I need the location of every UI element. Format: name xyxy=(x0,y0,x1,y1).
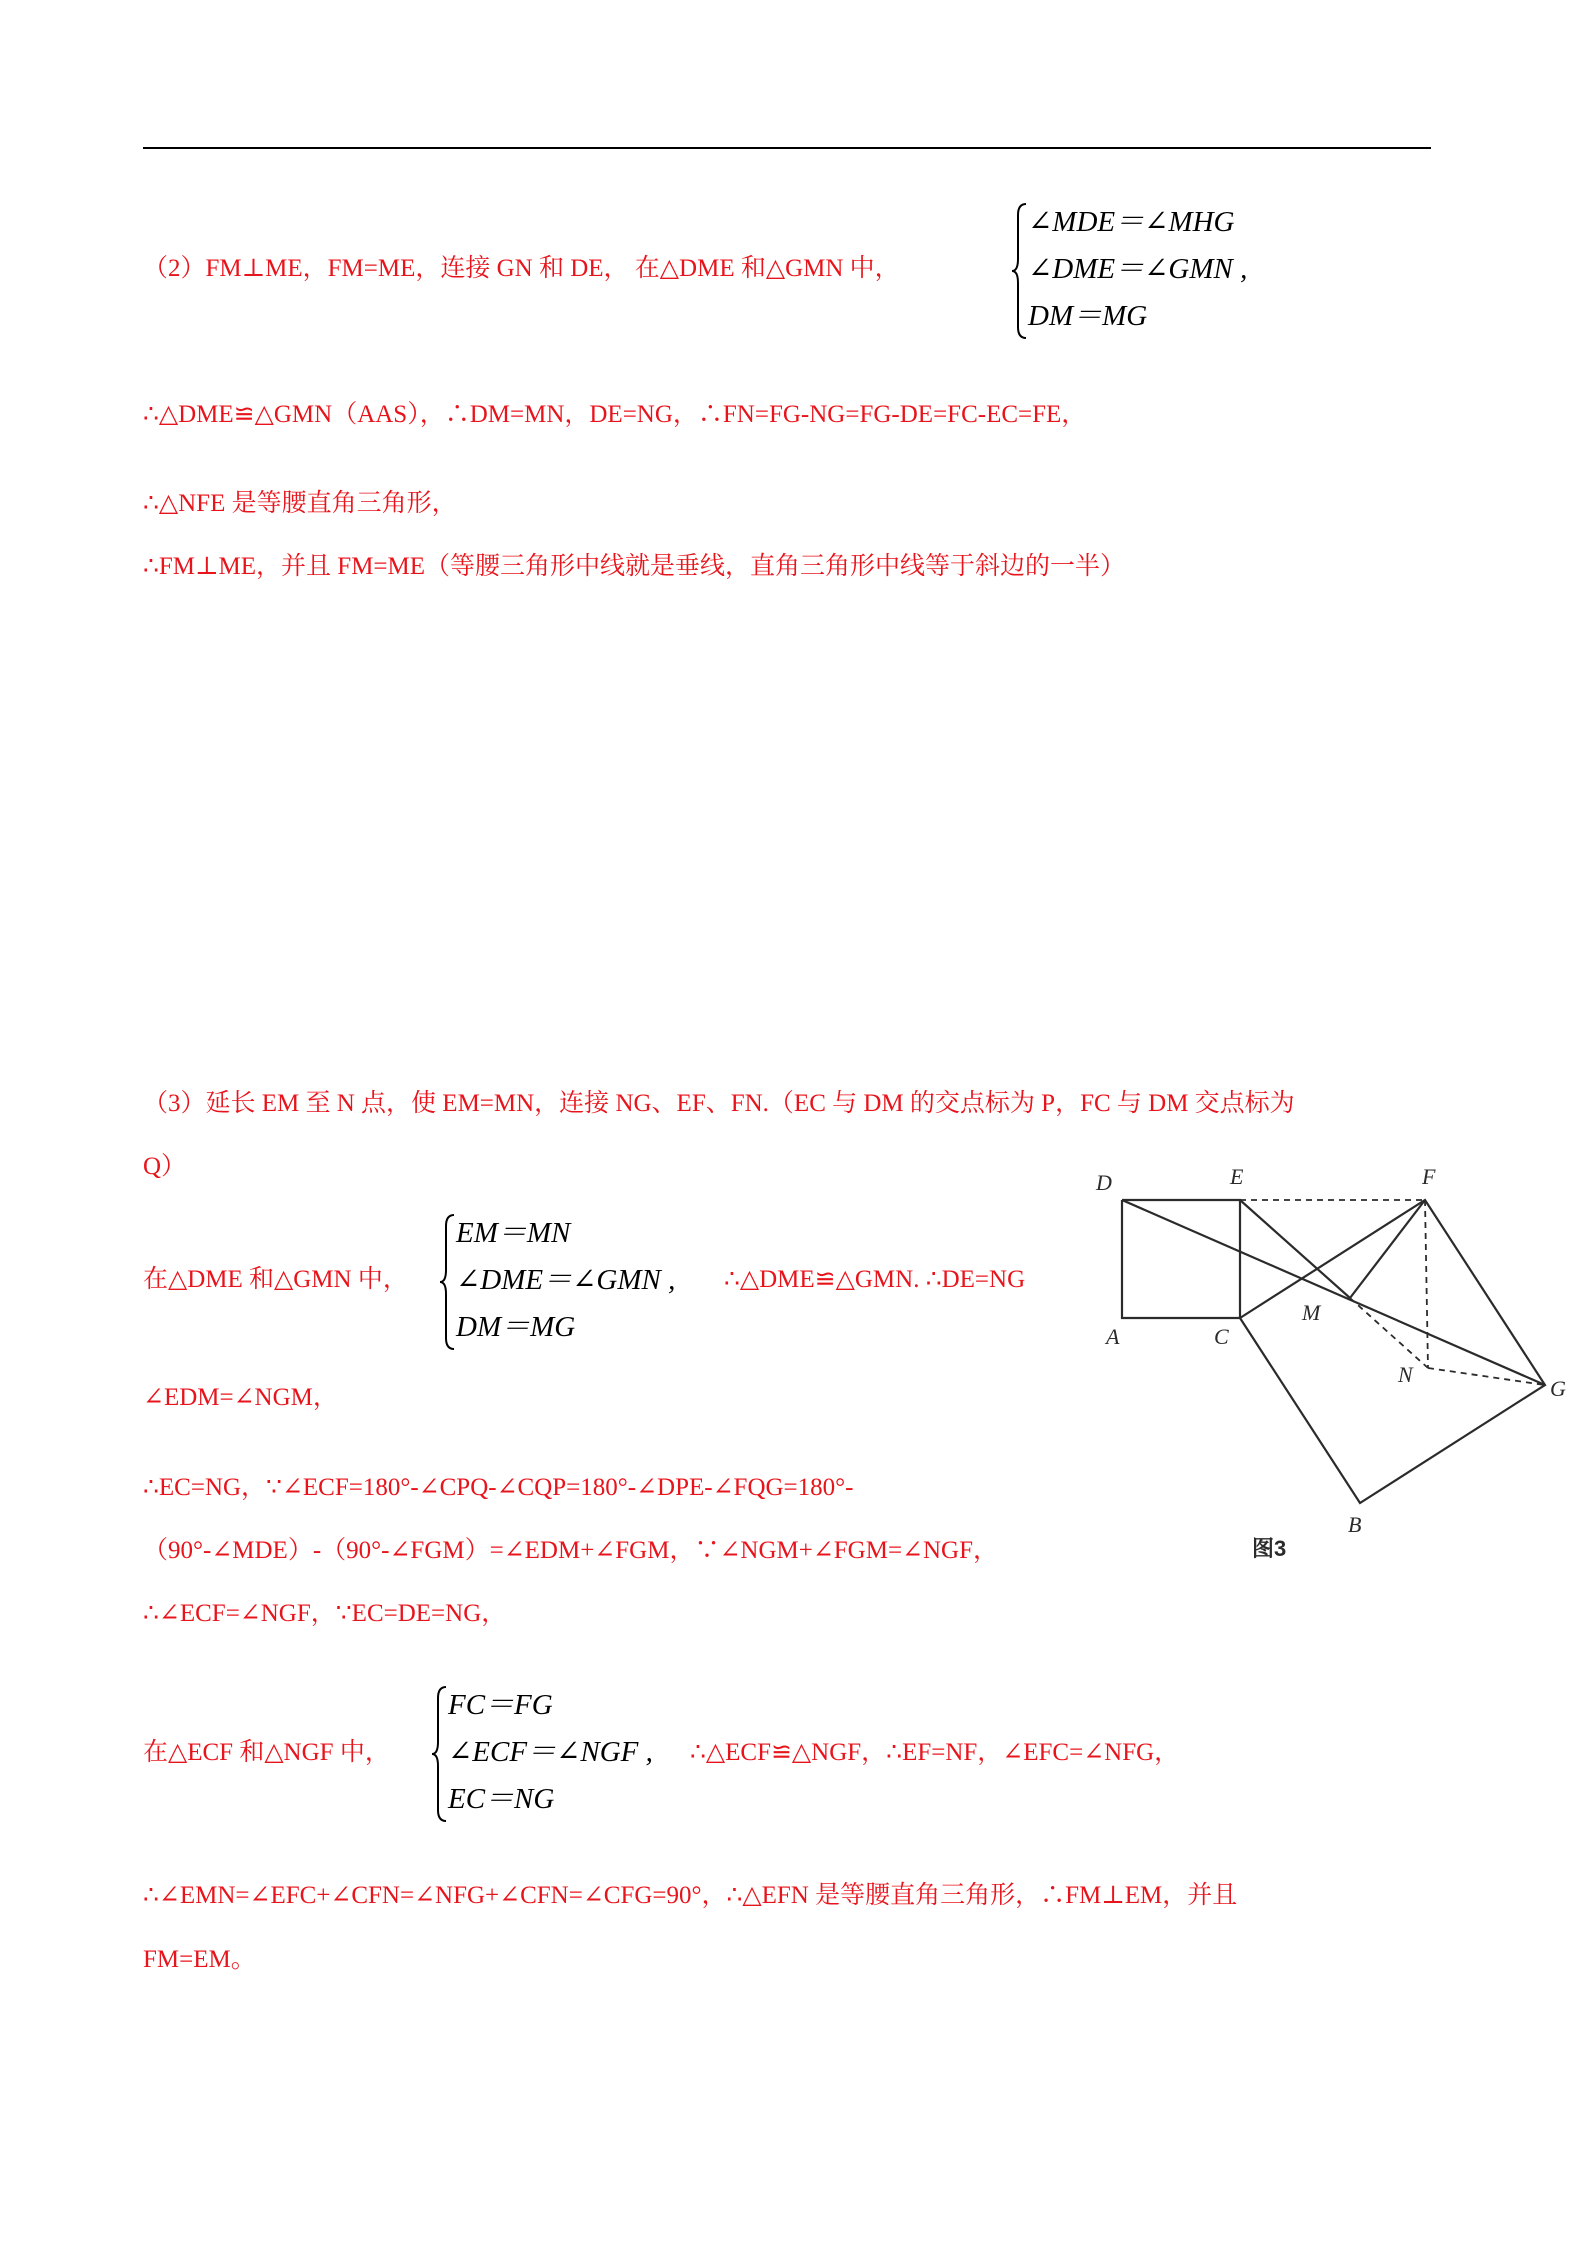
segment-dg xyxy=(1122,1200,1545,1385)
label-d: D xyxy=(1096,1170,1112,1195)
p2-line3: ∴△NFE 是等腰直角三角形， xyxy=(143,490,457,517)
p3-equation-system-1 xyxy=(456,1210,675,1351)
p3-line7a: 在△ECF 和△NGF 中， xyxy=(143,1739,390,1766)
label-a: A xyxy=(1106,1324,1120,1349)
p2-equation-system xyxy=(1028,199,1247,340)
p2-eq-2: ∠DME＝∠GMN , xyxy=(1028,253,1248,285)
p3-line9: FM=EM。 xyxy=(143,1946,256,1973)
label-e: E xyxy=(1230,1164,1244,1189)
p2-system-brace xyxy=(1010,201,1030,341)
figure-caption: 图3 xyxy=(1252,1536,1287,1560)
segment-mn-dashed xyxy=(1350,1298,1428,1368)
p3-line2a: 在△DME 和△GMN 中， xyxy=(143,1266,408,1293)
p3-line5: （90°-∠MDE）-（90°-∠FGM）=∠EDM+∠FGM，∵∠NGM+∠FGM=∠NGF， xyxy=(143,1537,999,1564)
p2-eq-3: DM＝MG xyxy=(1028,300,1148,332)
p2-eq-1: ∠MDE＝∠MHG xyxy=(1028,206,1235,238)
p3-system2-brace xyxy=(430,1684,450,1824)
square-adec xyxy=(1122,1200,1240,1318)
square-cfgb xyxy=(1240,1200,1545,1503)
label-f: F xyxy=(1422,1164,1436,1189)
p3-line2b: ∴△DME≌△GMN. ∴DE=NG xyxy=(724,1266,1026,1293)
p3-eq2-2: ∠ECF＝∠NGF , xyxy=(448,1736,653,1768)
p2-line1: （2）FM⊥ME，FM=ME，连接 GN 和 DE， 在△DME 和△GMN 中， xyxy=(143,255,900,282)
header-rule xyxy=(143,147,1431,149)
label-c: C xyxy=(1214,1324,1229,1349)
label-n: N xyxy=(1398,1362,1413,1387)
figure-3 xyxy=(1090,1160,1587,1560)
p2-line2: ∴△DME≌△GMN（AAS），∴DM=MN，DE=NG，∴FN=FG-NG=FG-DE=FC-EC=FE， xyxy=(143,401,1087,428)
label-g: G xyxy=(1550,1376,1566,1401)
label-b: B xyxy=(1348,1512,1362,1537)
segment-mf xyxy=(1350,1200,1425,1298)
p3-line4: ∴EC=NG，∵∠ECF=180°-∠CPQ-∠CQP=180°-∠DPE-∠FQG=180°- xyxy=(143,1474,854,1501)
segment-fn-dashed xyxy=(1425,1200,1428,1368)
label-m: M xyxy=(1302,1300,1321,1325)
p3-equation-system-2 xyxy=(448,1682,653,1823)
p3-eq2-3: EC＝NG xyxy=(448,1783,555,1815)
p3-line1: （3）延长 EM 至 N 点，使 EM=MN，连接 NG、EF、FN.（EC 与 DM 的交点标为 P，FC 与 DM 交点标为 xyxy=(143,1090,1295,1117)
p3-eq1-3: DM＝MG xyxy=(456,1311,576,1343)
p3-line6: ∴∠ECF=∠NGF，∵EC=DE=NG， xyxy=(143,1600,507,1627)
p3-system1-brace xyxy=(438,1212,458,1352)
p3-line1b: Q） xyxy=(143,1153,187,1180)
p3-line3: ∠EDM=∠NGM， xyxy=(143,1384,338,1411)
p3-line7b: ∴△ECF≌△NGF，∴EF=NF，∠EFC=∠NFG， xyxy=(690,1739,1180,1766)
p3-eq1-1: EM＝MN xyxy=(456,1217,571,1249)
p2-line4: ∴FM⊥ME，并且 FM=ME（等腰三角形中线就是垂线，直角三角形中线等于斜边的一半） xyxy=(143,553,1126,580)
p3-line8: ∴∠EMN=∠EFC+∠CFN=∠NFG+∠CFN=∠CFG=90°，∴△EFN 是等腰直角三角形，∴FM⊥EM，并且 xyxy=(143,1882,1238,1909)
p3-eq1-2: ∠DME＝∠GMN , xyxy=(456,1264,676,1296)
p3-eq2-1: FC＝FG xyxy=(448,1689,553,1721)
